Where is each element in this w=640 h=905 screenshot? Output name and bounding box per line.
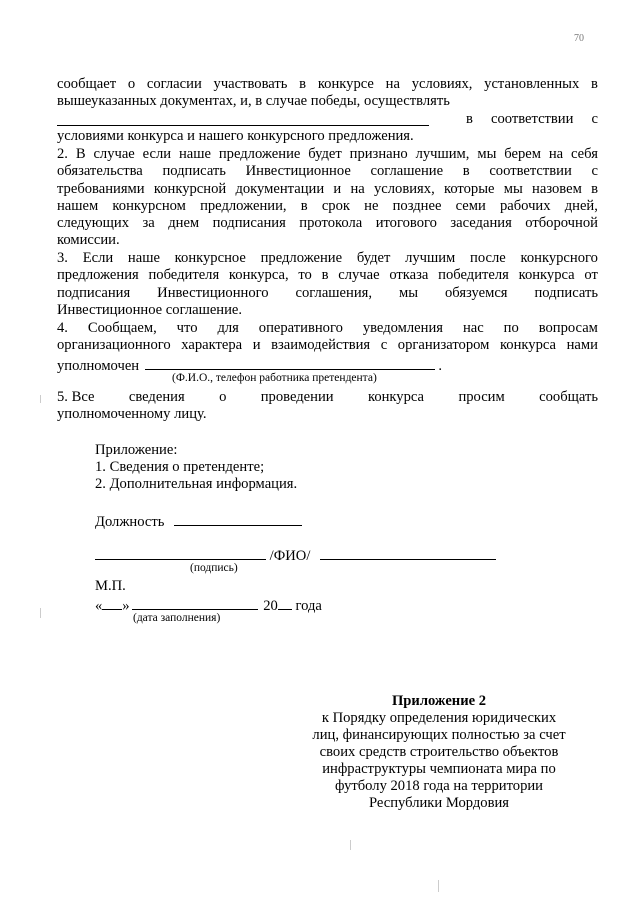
paragraph-line [57, 355, 598, 372]
word: следующих [57, 215, 130, 231]
word: взаимодействия [271, 337, 371, 353]
word: протокола [299, 215, 363, 231]
signature-blank[interactable] [95, 545, 266, 560]
appendix-line: Республики Мордовия [368, 795, 509, 811]
word: победителя [148, 267, 220, 283]
word: мы [503, 181, 523, 197]
page-number: 70 [574, 33, 584, 44]
word: подписания [57, 285, 131, 301]
word: Если [82, 250, 114, 266]
word: признано [349, 146, 408, 162]
word: мы [398, 285, 419, 301]
paragraph-line: комиссии. [57, 232, 120, 248]
appendix-line: футболу 2018 года на территории [334, 778, 543, 794]
paragraph-line [57, 163, 598, 180]
year-blank[interactable] [278, 595, 292, 610]
word: конкурсе [317, 76, 374, 92]
word: условиях, [411, 76, 473, 92]
word: и [333, 181, 342, 197]
word: победителя [438, 267, 509, 283]
word: оперативного [258, 320, 343, 336]
paragraph-line [57, 215, 598, 232]
word: Сообщаем, [87, 320, 157, 336]
word: на [548, 146, 564, 162]
word: за [142, 215, 155, 231]
word: конкурса [367, 389, 425, 405]
word: конкурса [499, 337, 557, 353]
paragraph-line [57, 285, 598, 302]
word: что [176, 320, 198, 336]
word: с [591, 163, 598, 179]
word: в [466, 111, 473, 127]
word: обязательства [57, 163, 143, 179]
year-suffix: года [295, 598, 322, 614]
word: конкурсной [153, 181, 227, 197]
word: обязуемся [444, 285, 508, 301]
authorized-person-caption: (Ф.И.О., телефон работника претендента) [172, 372, 377, 384]
authorized-label: уполномочен [57, 358, 140, 374]
word: себя [571, 146, 598, 162]
word: проведении [260, 389, 334, 405]
word: уведомления [362, 320, 443, 336]
word: Инвестиционное [245, 163, 351, 179]
word: 4. [57, 320, 68, 336]
scan-mark [438, 880, 439, 892]
word: установленных [484, 76, 580, 92]
word: то [298, 267, 312, 283]
paragraph-line [57, 181, 598, 198]
stamp-label: М.П. [95, 578, 126, 594]
paragraph-line [57, 146, 598, 163]
scan-mark [40, 395, 41, 403]
word: от [584, 267, 598, 283]
word: нашем [57, 198, 99, 214]
position-row [95, 511, 302, 531]
paragraph-line-blank [57, 111, 598, 128]
word: в [299, 76, 307, 92]
word: соглашение [370, 163, 444, 179]
appendix-line: инфраструктуры чемпионата мира по [322, 761, 556, 777]
word: заседания [450, 215, 512, 231]
word: днем [168, 215, 200, 231]
appendix-title: Приложение 2 [391, 693, 487, 709]
word: по [503, 320, 519, 336]
paragraph-line: вышеуказанных документах, и, в случае победы, осуществлять [57, 93, 450, 109]
fio-blank[interactable] [320, 545, 496, 560]
word: в [321, 267, 329, 283]
word: с [591, 111, 598, 127]
word: участвовать [213, 76, 288, 92]
word: назовем [532, 181, 582, 197]
word: конкурсном [112, 198, 186, 214]
authorized-person-blank[interactable] [145, 355, 435, 370]
word: 5. Все [57, 389, 95, 405]
appendix-line: к Порядку определения юридических [321, 710, 557, 726]
word: Инвестиционного [157, 285, 269, 301]
word: будет [356, 250, 391, 266]
paragraph-line: уполномоченному лицу. [57, 406, 207, 422]
word: предложении, [200, 198, 287, 214]
year-prefix: 20 [263, 598, 278, 614]
word: на [350, 181, 365, 197]
word: в [300, 198, 308, 214]
word: требованиями [57, 181, 145, 197]
attachment-item: 1. Сведения о претенденте; [95, 459, 265, 475]
paragraph-line [57, 250, 598, 267]
word: нами [566, 337, 598, 353]
word: нас [462, 320, 484, 336]
position-blank[interactable] [174, 511, 302, 526]
paragraph-line-tail [466, 111, 598, 128]
word: берем [504, 146, 541, 162]
paragraph-line: условиями конкурса и нашего конкурсного предложения. [57, 128, 414, 144]
paragraph-line [57, 337, 598, 354]
appendix-line: своих средств строительство объектов [319, 744, 559, 760]
position-label: Должность [95, 514, 165, 530]
word: которые [443, 181, 495, 197]
signature-caption: (подпись) [190, 562, 238, 574]
word: в [591, 76, 598, 92]
quote-open: « [95, 598, 103, 614]
word: на [385, 76, 400, 92]
word: в [591, 181, 598, 197]
signature-row [95, 545, 496, 565]
blank-line[interactable] [57, 111, 429, 126]
word: организатором [397, 337, 490, 353]
word: предложения [57, 267, 139, 283]
month-blank[interactable] [132, 595, 258, 610]
word: не [364, 198, 379, 214]
word: случае [93, 146, 135, 162]
word: согласии [146, 76, 202, 92]
word: организационного [57, 337, 171, 353]
word: если [142, 146, 172, 162]
paragraph-line: Инвестиционное соглашение. [57, 302, 243, 318]
word: лучшим [405, 250, 456, 266]
word: наше [127, 250, 160, 266]
word: сообщать [539, 389, 598, 405]
word: предложение [218, 146, 301, 162]
word: с [380, 337, 388, 353]
word: подписания [212, 215, 286, 231]
word: мы [477, 146, 497, 162]
word: дней, [564, 198, 598, 214]
word: конкурсное [174, 250, 246, 266]
word: условиях, [374, 181, 435, 197]
word: характера [181, 337, 243, 353]
word: В [75, 146, 86, 162]
day-blank[interactable] [102, 595, 122, 610]
word: отборочной [525, 215, 598, 231]
paragraph-line [57, 389, 598, 406]
word: соответствии [490, 111, 574, 127]
appendix-header [300, 693, 578, 812]
word: после [470, 250, 506, 266]
word: наше [178, 146, 211, 162]
word: подписать [162, 163, 226, 179]
word: позднее [392, 198, 442, 214]
word: соответствии [489, 163, 572, 179]
word: 2. [57, 146, 68, 162]
attachment-item: 2. Дополнительная информация. [95, 476, 298, 492]
word: конкурса [518, 267, 575, 283]
paragraph-line [57, 76, 598, 93]
paragraph-line [57, 320, 598, 337]
word: рабочих [499, 198, 551, 214]
word: конкурсного [520, 250, 598, 266]
word: вопросам [538, 320, 598, 336]
word: будет [308, 146, 342, 162]
word: о [219, 389, 227, 405]
word: сведения [128, 389, 185, 405]
word: подписать [534, 285, 598, 301]
appendix-line: лиц, финансирующих полностью за счет [312, 727, 566, 743]
word: для [217, 320, 239, 336]
word: срок [321, 198, 350, 214]
date-caption: (дата заполнения) [133, 612, 221, 624]
word: в [462, 163, 470, 179]
word: документации [235, 181, 325, 197]
word: просим [458, 389, 505, 405]
word: семи [455, 198, 486, 214]
scan-mark [40, 608, 41, 618]
word: 3. [57, 250, 68, 266]
paragraph-line [57, 198, 598, 215]
word: лучшим, [415, 146, 470, 162]
word: отказа [389, 267, 429, 283]
word: конкурса, [228, 267, 289, 283]
attachments-title: Приложение: [95, 442, 178, 458]
scan-mark [350, 840, 351, 850]
quote-close: » [122, 598, 130, 614]
word: сообщает [57, 76, 117, 92]
paragraph-line [57, 267, 598, 284]
word: случае [338, 267, 380, 283]
period: . [438, 358, 443, 374]
word: предложение [260, 250, 343, 266]
word: соглашения, [295, 285, 373, 301]
word: итогового [375, 215, 437, 231]
word: и [252, 337, 261, 353]
fio-label: /ФИО/ [269, 548, 311, 564]
word: о [127, 76, 136, 92]
